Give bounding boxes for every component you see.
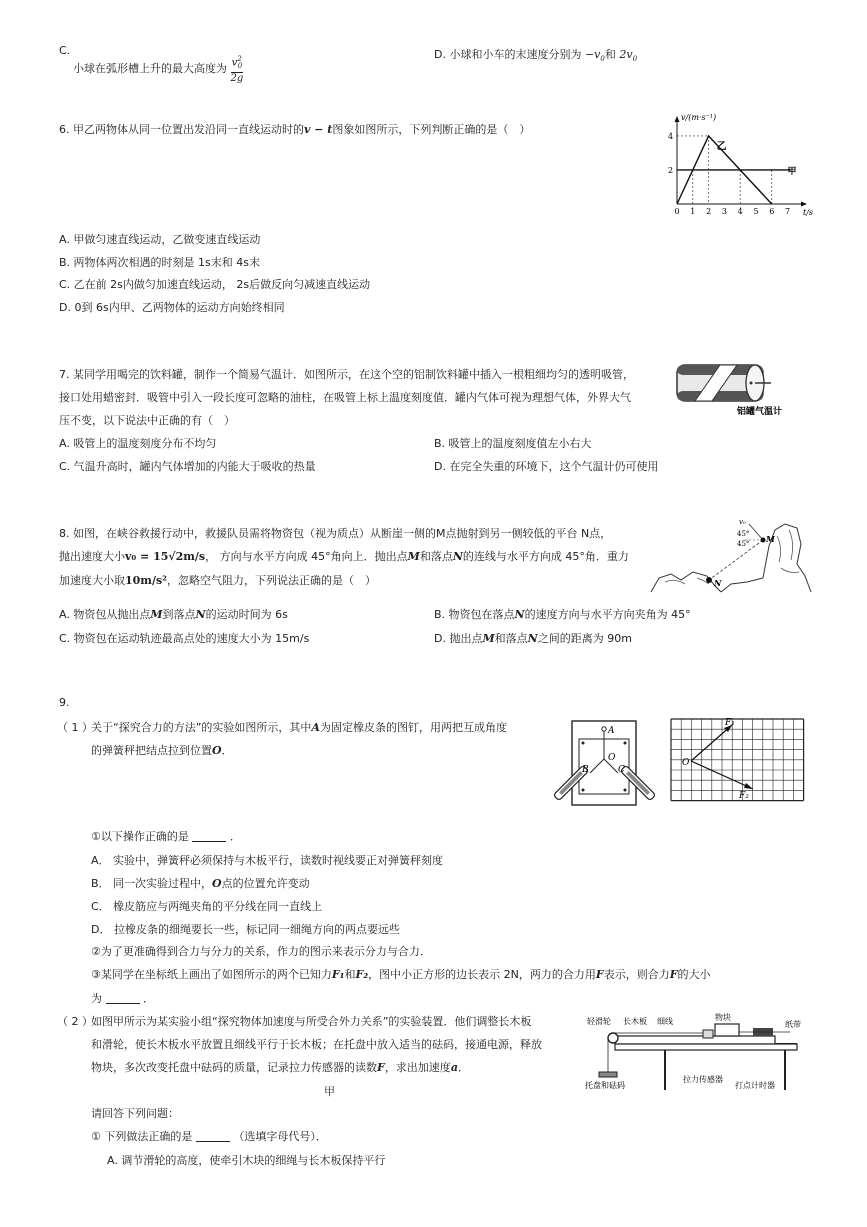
q6-stem-b: 图象如图所示，下列判断正确的是（ ）: [332, 123, 531, 136]
q1-b: （选填字母代号）．: [233, 1130, 327, 1143]
q9-option-d: D． 拉橡皮条的细绳要长一些，标记同一细绳方向的两点要远些: [91, 923, 400, 936]
q9-number: 9.: [59, 696, 70, 709]
q8-ob-a: B. 物资包在落点: [434, 608, 515, 621]
q9-option-b: [91, 875, 310, 891]
q6-option-c: C. 乙在前 2s内做匀加速直线运动， 2s后做反向匀减速直线运动: [59, 278, 371, 291]
q6-option-a: A. 甲做匀速直线运动，乙做变速直线运动: [59, 233, 261, 246]
q8-l2-math: v₀ = 15√2m/s: [125, 550, 206, 563]
paper-pin-3: [582, 789, 585, 792]
q9-part2-line2: 和滑轮，使长木板水平放置且细线平行于长木板；在托盘中放入适当的砝码，接通电源，释放: [91, 1038, 542, 1051]
sub3-d: 表示，则合力: [603, 968, 670, 981]
right-cliff-detail: [777, 530, 799, 573]
label-f1: F₁: [725, 718, 735, 728]
q8-l2-c: 和落点: [419, 550, 453, 563]
q9-sub2: ②为了更准确得到合力与分力的关系，作力的图示来表示分力与合力．: [91, 945, 431, 958]
q8-line-1: 8. 如图，在峡谷救援行动中，救援队员需将物资包（视为质点）从断崖一侧的M点抛射到另一侧较低的平台 N点，: [59, 527, 612, 540]
x-tick-label: 1: [690, 207, 696, 216]
q8-oa-a: A. 物资包从抛出点: [59, 608, 151, 621]
p1-l1-m: A: [311, 721, 320, 734]
x-tick-label: 7: [785, 207, 791, 216]
q9-option-c: C． 橡皮筋应与两绳夹角的平分线在同一直线上: [91, 900, 323, 913]
q5-option-c: [59, 44, 70, 57]
label-timer: 打点计时器: [735, 1081, 775, 1090]
p1-l2-m: O: [212, 744, 222, 757]
q8-l2-b: ， 方向与水平方向成 45°角向上．抛出点: [205, 550, 408, 563]
label-tape: 纸带: [785, 1020, 801, 1029]
q7-line-3: 压不变，以下说法中正确的有（ ）: [59, 414, 235, 427]
q9-part2-label: （ 2 ）: [57, 1015, 93, 1028]
q5-option-d-v2: [619, 48, 638, 64]
q8-line-2: [59, 548, 629, 564]
sub1-b: ．: [229, 830, 241, 843]
num-sup: 2: [237, 55, 242, 63]
y-axis-arrow: [675, 116, 680, 122]
y-axis-label: v/(m·s⁻¹): [681, 113, 717, 122]
tray: [599, 1072, 617, 1077]
block: [715, 1024, 739, 1036]
q9-part2-line1: 如图甲所示为某实验小组“探究物体加速度与所受合外力关系”的实验装置．他们调整长木板: [91, 1015, 532, 1028]
q8-l3-math: 10m/s²: [125, 574, 167, 587]
q8-option-d: [434, 630, 632, 646]
q9-force-grid-figure: [669, 717, 811, 801]
q5-option-c-body: 小球在弧形槽上升的最大高度为: [73, 62, 227, 76]
x-tick-label: 3: [721, 207, 727, 216]
num-sub: 0: [237, 62, 243, 71]
label-tray: 托盘和砝码: [585, 1081, 625, 1090]
q8-oa-c: 的运动时间为 6s: [205, 608, 288, 621]
sub3-l2-a: 为: [91, 992, 102, 1005]
label-b: B: [582, 765, 589, 775]
q7-fig-caption: 铝罐气温计: [737, 407, 783, 417]
q8-od-b: 和落点: [494, 632, 528, 645]
label-f2: F₂: [739, 791, 749, 801]
label-o: O: [608, 753, 616, 763]
v2: 2v: [619, 48, 633, 61]
q7-option-d: D. 在完全失重的环境下，这个气温计仍可使用: [434, 460, 659, 473]
q5-option-d: [434, 46, 637, 63]
q8-l2-m: M: [407, 550, 420, 563]
q8-l2-d: 的连线与水平方向成 45°角．重力: [462, 550, 629, 563]
paper-pin-4: [624, 789, 627, 792]
x-tick-label: 4: [737, 207, 743, 216]
y-tick-label: 2: [668, 165, 674, 175]
point-m: [761, 538, 766, 543]
label-block: 物块: [715, 1013, 731, 1022]
q6-stem-a: 6. 甲乙两物体从同一位置出发沿同一直线运动时的: [59, 123, 304, 136]
sub3-b: 和: [344, 968, 356, 981]
x-tick-label: 6: [769, 207, 775, 216]
label-c: C: [618, 765, 625, 775]
q9-apparatus-figure: [585, 1010, 810, 1095]
p2-l3-c: ．: [457, 1061, 469, 1074]
q9-part1-line1: [91, 719, 507, 735]
p2-l3-a2: a: [450, 1061, 458, 1074]
label-string: 细线: [657, 1017, 673, 1026]
label-a: A: [608, 726, 615, 736]
q9-ob-a: B． 同一次实验过程中，: [91, 877, 213, 890]
q8-l2-a: 抛出速度大小: [59, 550, 125, 563]
q8-canyon-figure: [651, 516, 811, 596]
q5-option-c-label: C.: [59, 44, 71, 57]
q7-option-b: B. 吸管上的温度刻度值左小右大: [434, 437, 592, 450]
q9-sub3-line2: [91, 990, 154, 1006]
long-board: [615, 1036, 775, 1044]
q7-can-figure: [675, 361, 795, 421]
q5-option-d-text: D. 小球和小车的末速度分别为: [434, 48, 582, 61]
q5-option-d-v1: [584, 48, 605, 64]
q5-option-c-fraction: [231, 53, 244, 85]
q5-option-c-text: [73, 53, 243, 85]
label-45-lower: 45°: [737, 540, 750, 548]
answer-blank-1[interactable]: [192, 831, 226, 842]
v0-arrow: [749, 524, 763, 540]
q8-od-n: N: [527, 632, 538, 645]
p1-l1-b: 为固定橡皮条的图钉，用两把互成角度: [319, 721, 507, 734]
q8-option-a: [59, 606, 288, 622]
num-v: v: [231, 57, 238, 69]
sub3-f2: F₂: [355, 968, 369, 981]
sub3-c: ，图中小正方形的边长表示 2N，两力的合力用: [368, 968, 596, 981]
sub3-f-b: F: [669, 968, 678, 981]
q8-line-3: [59, 572, 376, 588]
q9-option-a: A． 实验中，弹簧秤必须保持与木板平行，读数时视线要正对弹簧秤刻度: [91, 854, 444, 867]
q8-ob-n: N: [514, 608, 525, 621]
q6-option-b: B. 两物体两次相遇的时刻是 1s末和 4s末: [59, 256, 260, 269]
q6-option-d: D. 0到 6s内甲、乙两物体的运动方向始终相同: [59, 301, 285, 314]
q8-option-c: C. 物资包在运动轨迹最高点处的速度大小为 15m/s: [59, 632, 310, 645]
x-axis-arrow: [801, 202, 807, 207]
q8-od-m: M: [482, 632, 495, 645]
q6-vt-chart: [660, 112, 814, 222]
label-v0: v₀: [739, 518, 746, 526]
sub3-l2-b: ．: [143, 992, 154, 1005]
q7-option-c: C. 气温升高时，罐内气体增加的内能大于吸收的热量: [59, 460, 316, 473]
q7-option-a: A. 吸管上的温度刻度分布不均匀: [59, 437, 217, 450]
x-axis-label: t/s: [803, 208, 814, 217]
sub3-a: ③某同学在坐标纸上画出了如图所示的两个已知力: [91, 968, 332, 981]
pulley: [608, 1033, 618, 1043]
p1-l2-b: ．: [221, 744, 233, 757]
paper-pin-1: [582, 742, 585, 745]
answer-blank-3[interactable]: [196, 1131, 230, 1142]
p1-l2-a: 的弹簧秤把结点拉到位置: [91, 744, 212, 757]
label-pulley: 轻滑轮: [587, 1017, 611, 1026]
label-sensor: 拉力传感器: [683, 1075, 723, 1084]
point-n: [706, 577, 712, 583]
v2-sub: 0: [632, 55, 638, 64]
q9-force-board-figure: [552, 719, 657, 811]
p1-l1-a: 关于“探究合力的方法”的实验如图所示，其中: [91, 721, 312, 734]
vector-f2-head: [744, 783, 753, 789]
sub1-a: ①以下操作正确的是: [91, 830, 189, 843]
paper-pin-2: [624, 742, 627, 745]
q6-stem-math: v − t: [304, 123, 333, 136]
p2-l3-f: F: [377, 1061, 385, 1074]
q8-option-b: [434, 606, 691, 622]
q8-oa-b: 到落点: [162, 608, 196, 621]
q8-oa-n: N: [195, 608, 206, 621]
and-text: 和: [604, 48, 616, 61]
x-tick-label: 0: [674, 207, 680, 216]
q8-ob-b: 的速度方向与水平方向夹角为 45°: [524, 608, 691, 621]
p2-l3-b: ，求出加速度: [384, 1061, 451, 1074]
p2-l3-a: 物块，多次改变托盘中砝码的质量，记录拉力传感器的读数: [91, 1061, 377, 1074]
q9-part2-line3: [91, 1059, 469, 1075]
fraction-numerator: [231, 53, 244, 73]
y-tick-label: 4: [668, 131, 674, 141]
x-tick-label: 5: [753, 207, 759, 216]
q7-line-1: 7. 某同学用喝完的饮料罐，制作一个简易气温计．如图所示，在这个空的铝制饮料罐中插入一根粗细均匀的透明吸管，: [59, 368, 634, 381]
q8-l3-b: ，忽略空气阻力，下列说法正确的是（ ）: [166, 574, 376, 587]
q9-part1-line2: [91, 742, 233, 758]
answer-blank-2[interactable]: [106, 993, 140, 1004]
label-n: N: [714, 578, 722, 588]
v1: −v: [584, 48, 601, 61]
q6-stem: [59, 121, 530, 137]
grid-lines: [671, 719, 804, 801]
table-edge: [615, 1044, 797, 1050]
q7-line-2: 接口处用蜡密封．吸管中引入一段长度可忽略的油柱，在吸管上标上温度刻度值．罐内气体可视为理想气体，外界大气: [59, 391, 631, 404]
force-sensor: [703, 1030, 713, 1038]
q1-a: ① 下列做法正确的是: [91, 1130, 193, 1143]
q8-od-a: D. 抛出点: [434, 632, 483, 645]
label-m: M: [766, 534, 775, 544]
q9-answer-prompt: 请回答下列问题：: [91, 1107, 179, 1120]
oil-drop: [750, 382, 753, 385]
left-cliff-detail: [665, 578, 709, 584]
q9-sub1: [91, 828, 241, 844]
x-tick-label: 2: [706, 207, 712, 216]
q9-ob-b: 点的位置允许变动: [221, 877, 310, 890]
label-board: 长木板: [623, 1017, 647, 1026]
series-label: 甲: [787, 166, 797, 177]
q8-od-c: 之间的距离为 90m: [537, 632, 632, 645]
q9-question-1: [91, 1128, 327, 1144]
label-45-upper: 45°: [737, 530, 750, 538]
q9-ob-m: O: [212, 877, 222, 890]
q9-sub3: [91, 966, 711, 982]
q8-l3-a: 加速度大小取: [59, 574, 125, 587]
sub3-f: F: [595, 968, 604, 981]
v1-sub: 0: [600, 55, 605, 64]
label-grid-o: O: [682, 758, 690, 768]
sub3-f1: F₁: [331, 968, 345, 981]
q9-question-1-option-a: A. 调节滑轮的高度，使牵引木块的细绳与长木板保持平行: [107, 1154, 386, 1167]
m-to-n-line: [709, 540, 763, 580]
q8-oa-m: M: [150, 608, 163, 621]
q9-part1-label: （ 1 ）: [57, 721, 93, 734]
series-label: 乙: [716, 141, 727, 153]
fraction-denominator: 2g: [230, 73, 244, 85]
q8-l2-n: N: [452, 550, 463, 563]
sub3-e: 的大小: [677, 968, 711, 981]
q9-fig3-caption: 甲: [324, 1085, 335, 1098]
